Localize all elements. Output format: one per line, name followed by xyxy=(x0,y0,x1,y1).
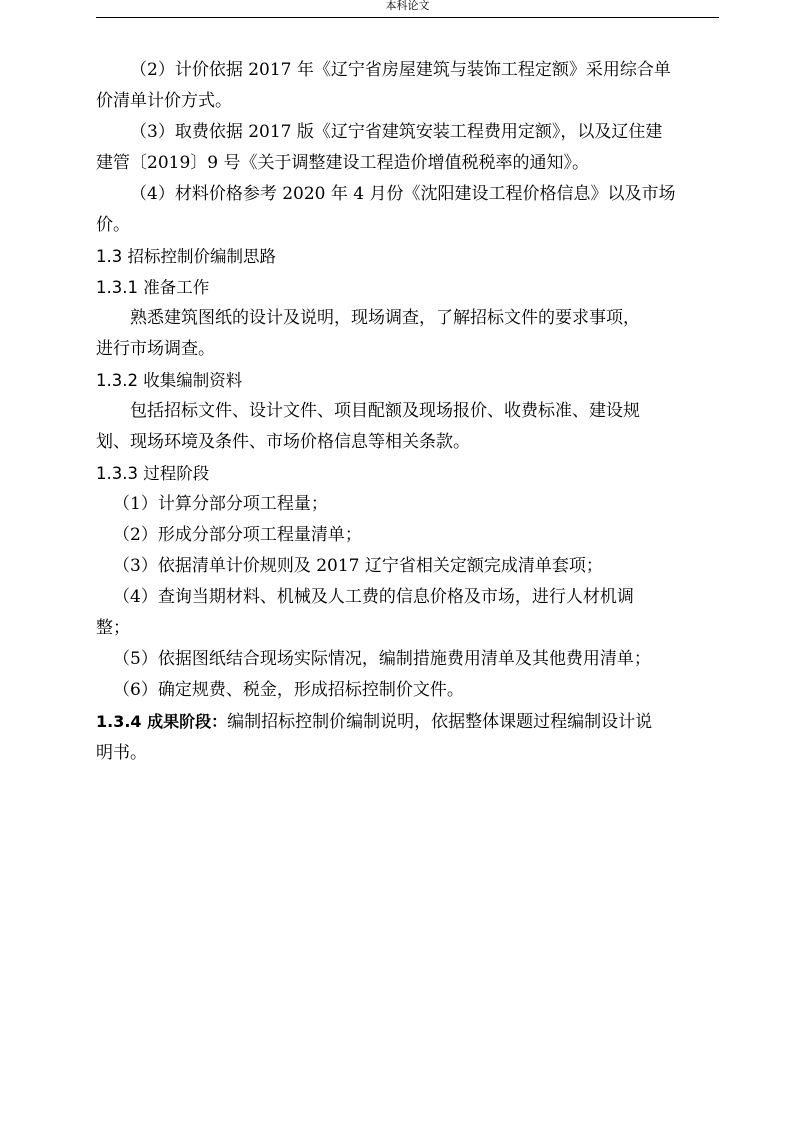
prep-line2: 进行市场调查。 xyxy=(96,339,215,359)
page-header xyxy=(96,0,719,18)
item4-line1: （4）材料价格参考 2020 年 4 月份《沈阳建设工程价格信息》以及市场 xyxy=(130,184,676,204)
collect-line2: 划、现场环境及条件、市场价格信息等相关条款。 xyxy=(96,432,470,452)
section-1-3-4-text: 编制招标控制价编制说明，依据整体课题过程编制设计说 xyxy=(227,712,653,732)
document-body xyxy=(96,55,719,769)
item2-line2: 价清单计价方式。 xyxy=(96,91,232,111)
section-1-3-4-line1 xyxy=(96,706,719,738)
process-item-1: （1）计算分部分项工程量； xyxy=(113,494,328,514)
section-1-3-4-line2: 明书。 xyxy=(96,743,147,763)
process-item-3: （3）依据清单计价规则及 2017 辽宁省相关定额完成清单套项； xyxy=(113,556,603,576)
section-heading-1-3-1: 1.3.1 准备工作 xyxy=(96,278,210,297)
section-heading-1-3: 1.3 招标控制价编制思路 xyxy=(96,247,276,266)
process-item-4: （4）查询当期材料、机械及人工费的信息价格及市场，进行人材机调 xyxy=(113,587,634,607)
item3-line2: 建管〔2019〕9 号《关于调整建设工程造价增值税税率的通知》。 xyxy=(96,153,589,173)
process-item-2: （2）形成分部分项工程量清单； xyxy=(113,525,362,545)
item4-line2: 价。 xyxy=(96,215,130,235)
section-heading-1-3-2: 1.3.2 收集编制资料 xyxy=(96,371,243,390)
prep-line1: 熟悉建筑图纸的设计及说明，现场调查，了解招标文件的要求事项， xyxy=(130,308,640,328)
collect-line1: 包括招标文件、设计文件、项目配额及现场报价、收费标准、建设规 xyxy=(130,401,640,421)
process-item-6: （6）确定规费、税金，形成招标控制价文件。 xyxy=(113,680,464,700)
process-item-4-cont: 整； xyxy=(96,618,130,638)
item2-line1: （2）计价依据 2017 年《辽宁省房屋建筑与装饰工程定额》采用综合单 xyxy=(130,60,671,80)
section-heading-1-3-4: 1.3.4 成果阶段： xyxy=(96,712,228,731)
section-heading-1-3-3: 1.3.3 过程阶段 xyxy=(96,464,210,483)
header-title: 本科论文 xyxy=(385,0,430,12)
item3-line1: （3）取费依据 2017 版《辽宁省建筑安装工程费用定额》，以及辽住建 xyxy=(130,122,663,142)
process-item-5: （5）依据图纸结合现场实际情况，编制措施费用清单及其他费用清单； xyxy=(113,649,651,669)
